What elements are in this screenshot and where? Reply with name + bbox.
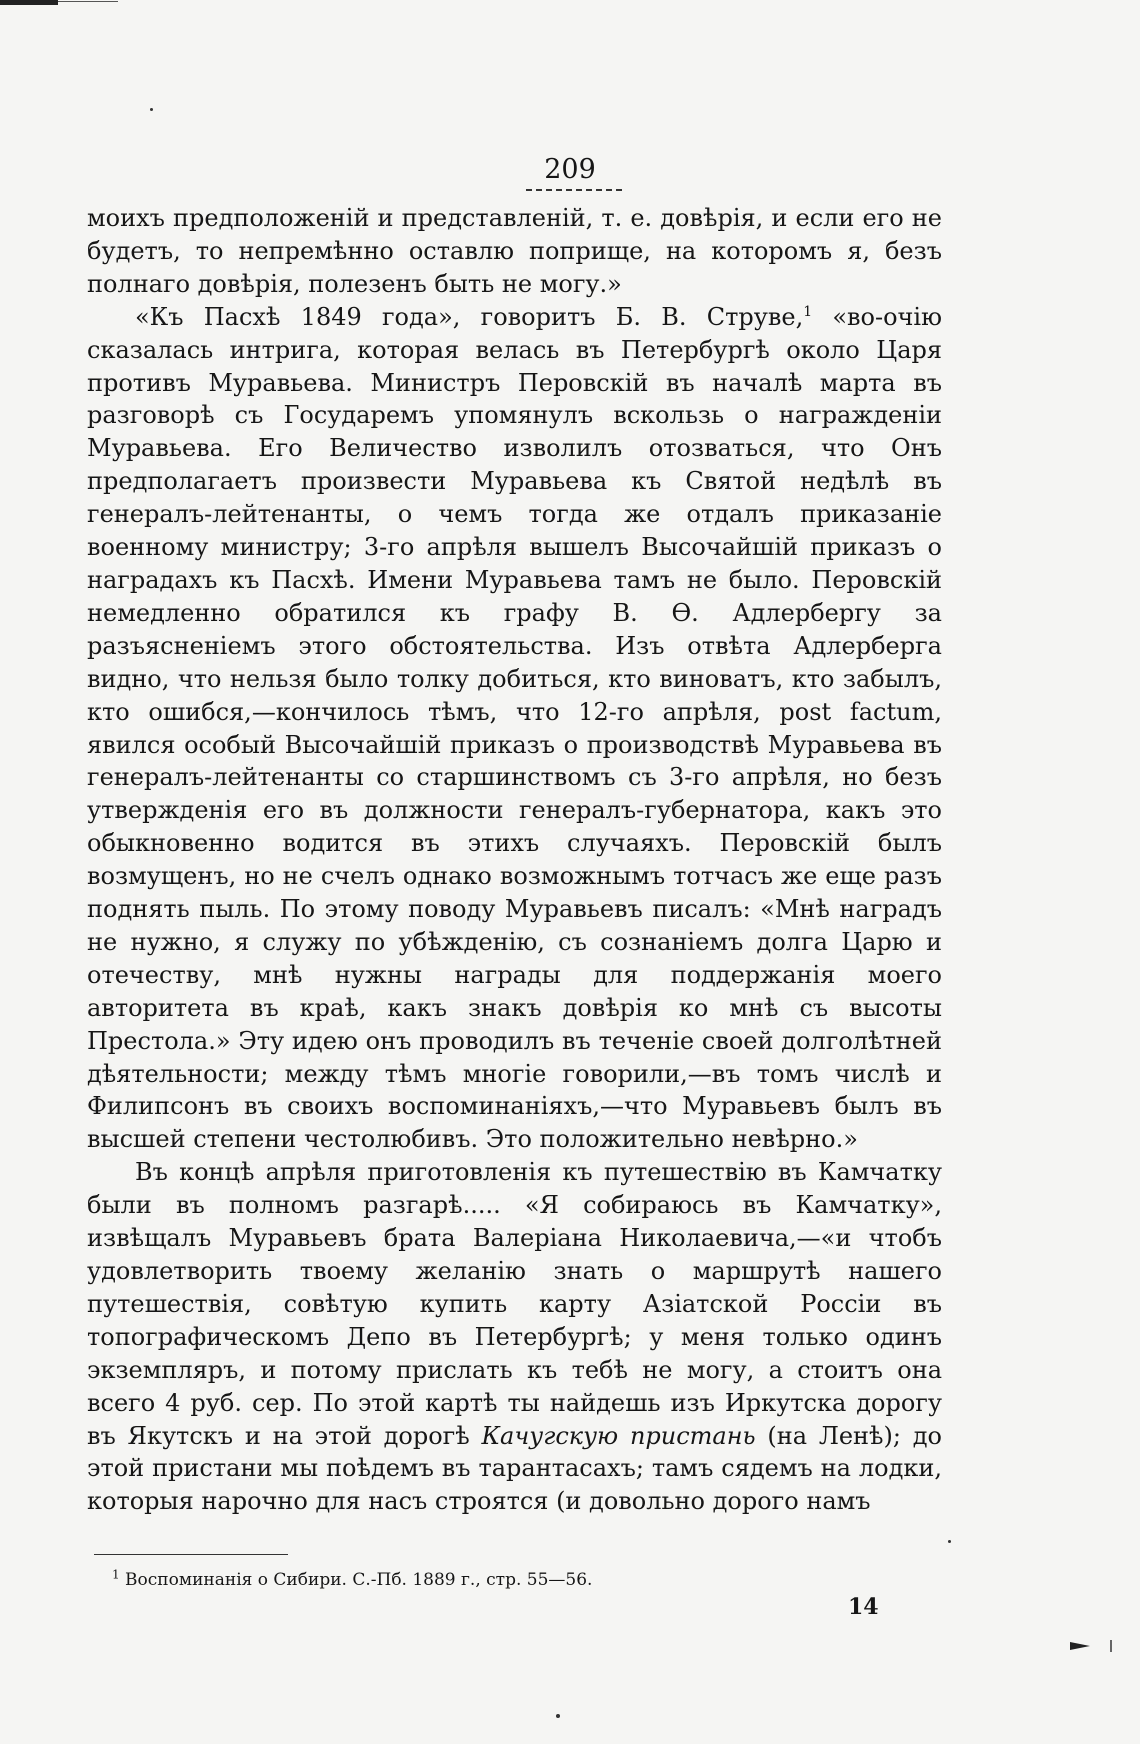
italic-place-name: Качугскую пристань	[481, 1421, 756, 1450]
paragraph-2-lead: «Къ Пасхѣ 1849 года», говоритъ Б. В. Струве,	[135, 302, 804, 331]
print-speck	[948, 1540, 951, 1543]
print-speck	[150, 108, 153, 111]
paragraph-2-body: «во-очію сказалась интрига, которая велась въ Петербургѣ около Царя противъ Муравьева. Министръ Перовскій въ началѣ марта въ разговорѣ съ Государемъ упомянулъ вскользь о награжденіи Муравьева. Его Величество изволилъ отозваться, что Онъ предполагаетъ произвести Муравьева къ Святой недѣлѣ въ генералъ-лейтенанты, о чемъ тогда же отдалъ приказаніе военному министру; 3-го апрѣля вышелъ Высочайшій приказъ о наградахъ къ Пасхѣ. Имени Муравьева тамъ не было. Перовскій немедленно обратился къ графу В. Ѳ. Адлербергу за разъясненіемъ этого обстоятельства. Изъ отвѣта Адлерберга видно, что нельзя было толку добиться, кто виноватъ, кто забылъ, кто ошибся,—кончилось тѣмъ, что 12-го апрѣля, post factum, явился особый Высочайшій приказъ о производствѣ Муравьева въ генералъ-лейтенанты со старшинствомъ съ 3-го апрѣля, но безъ утвержденія его въ должности генералъ-губернатора, какъ это обыкновенно водится въ этихъ случаяхъ. Перовскій былъ возмущенъ, но не счелъ однако возможнымъ тотчасъ же еще разъ поднять пыль. По этому поводу Муравьевъ писалъ: «Мнѣ наградъ не нужно, я служу по убѣжденію, съ сознаніемъ долга Царю и отечеству, мнѣ нужны награды для поддержанія моего авторитета въ краѣ, какъ знакъ довѣрія ко мнѣ съ высоты Престола.» Эту идею онъ проводилъ въ теченіе своей долголѣтней дѣятельности; между тѣмъ многіе говорили,—въ томъ числѣ и Филипсонъ въ своихъ воспоминаніяхъ,—что Муравьевъ былъ въ высшей степени честолюбивъ. Это положительно невѣрно.»	[87, 302, 942, 1154]
scan-edge-mark	[1070, 1642, 1094, 1650]
print-speck	[556, 1714, 560, 1718]
signature-mark: 14	[848, 1594, 879, 1620]
page-number	[470, 156, 670, 183]
footnote-text: Воспоминанія о Сибири. С.-Пб. 1889 г., стр. 55—56.	[119, 1570, 593, 1590]
paragraph-3-tail: (на Ленѣ); до этой пристани мы поѣдемъ въ тарантасахъ; тамъ сядемъ на лодки, которыя нарочно для насъ строятся (и довольно дорого намъ	[87, 1421, 942, 1516]
paragraph-1-text: моихъ предположеній и представленій, т. е. довѣрія, и если его не будетъ, то непремѣнно оставлю поприще, на которомъ я, безъ полнаго довѣрія, полезенъ быть не могу.»	[87, 204, 942, 298]
body-text	[87, 202, 942, 1518]
footnote-marker: 1	[112, 1567, 120, 1582]
scan-corner-mark	[0, 0, 150, 10]
paragraph-struve-quote	[87, 301, 942, 1157]
page-number-value: 209	[544, 154, 596, 185]
paragraph-kamchatka	[87, 1156, 942, 1518]
footnote-divider	[94, 1554, 288, 1555]
paragraph-continuation	[87, 202, 942, 301]
page-number-underline	[526, 189, 622, 191]
paragraph-3-lead: Въ концѣ апрѣля приготовленія къ путешествію въ Камчатку были въ полномъ разгарѣ..... «Я собираюсь въ Камчатку», извѣщалъ Муравьевъ брата Валеріана Николаевича,—«и чтобъ удовлетворить твоему желанію знать о маршрутѣ нашего путешествія, совѣтую купить карту Азіатской Россіи въ топографическомъ Депо въ Петербургѣ; у меня только одинъ экземпляръ, и потому прислать къ тебѣ не могу, а стоитъ она всего 4 руб. сер. По этой картѣ ты найдешь изъ Иркутска дорогу въ Якутскъ и на этой дорогѣ	[87, 1158, 942, 1450]
footnote	[112, 1567, 812, 1590]
footnote-reference: 1	[803, 303, 813, 320]
